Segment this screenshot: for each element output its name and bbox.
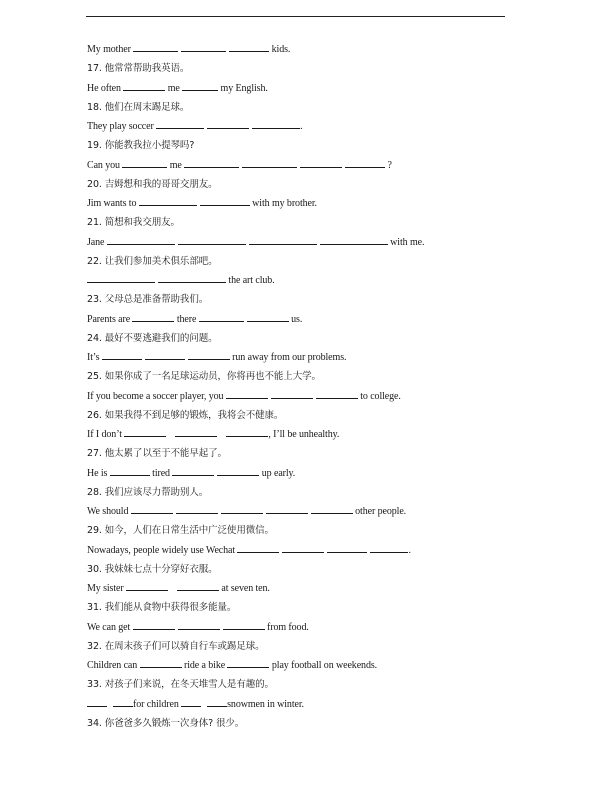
question-prompt: 32. 在周末孩子们可以骑自行车或踢足球。 [87, 640, 265, 652]
sentence-text: to college. [357, 390, 401, 402]
sentence-text: me [165, 82, 183, 94]
question-prompt: 33. 对孩子们来说，在冬天堆雪人是有趣的。 [87, 679, 274, 691]
answer-blank[interactable] [200, 196, 250, 206]
sentence-text: from food. [264, 621, 309, 633]
sentence-text: , I’ll be unhealthy. [268, 429, 340, 440]
answer-blank[interactable] [188, 350, 230, 360]
sentence-text: at seven ten. [219, 583, 270, 594]
answer-line [87, 579, 507, 598]
sentence-text: my English. [218, 82, 268, 94]
sentence-text: He is [87, 467, 110, 479]
answer-line [87, 348, 507, 367]
sentence-text: Jane [87, 236, 107, 248]
question-prompt: 28. 我们应该尽力帮助别人。 [87, 486, 209, 498]
answer-blank[interactable] [271, 389, 313, 399]
sentence-text: If I don’t [87, 429, 125, 440]
answer-line [87, 502, 507, 521]
answer-line [87, 464, 507, 483]
sentence-text: Jim wants to [87, 198, 139, 209]
answer-line [87, 79, 507, 98]
sentence-text: My sister [87, 583, 127, 594]
answer-blank[interactable] [158, 273, 226, 283]
question-prompt: 26. 如果我得不到足够的锻炼，我将会不健康。 [87, 409, 284, 421]
answer-blank[interactable] [107, 235, 175, 245]
answer-blank[interactable] [237, 543, 279, 553]
answer-line [87, 541, 507, 560]
answer-blank[interactable] [124, 427, 166, 437]
answer-line [87, 656, 507, 675]
question-prompt: 19. 你能教我拉小提琴吗? [87, 140, 195, 152]
sentence-text: He often [87, 82, 124, 94]
question-prompt: 17. 他常常帮助我英语。 [87, 63, 190, 75]
sentence-text: . [300, 121, 303, 132]
answer-blank[interactable] [227, 658, 269, 668]
answer-blank[interactable] [266, 504, 308, 514]
answer-blank[interactable] [207, 697, 227, 707]
answer-blank[interactable] [184, 158, 239, 168]
sentence-text: kids. [269, 44, 291, 55]
sentence-text: Can you [87, 159, 123, 171]
sentence-text: ? [385, 159, 392, 171]
question-prompt: 22. 让我们参加美术俱乐部吧。 [87, 255, 218, 267]
sentence-text: Nowadays, people widely use Wechat [87, 544, 238, 556]
answer-blank[interactable] [249, 235, 317, 245]
answer-blank[interactable] [181, 42, 226, 52]
answer-blank[interactable] [131, 504, 173, 514]
answer-blank[interactable] [102, 350, 142, 360]
sentence-text: other people. [352, 506, 407, 517]
answer-blank[interactable] [221, 504, 263, 514]
answer-line [87, 233, 507, 252]
answer-line [87, 271, 507, 290]
answer-blank[interactable] [176, 504, 218, 514]
answer-blank[interactable] [140, 658, 182, 668]
answer-blank[interactable] [327, 543, 367, 553]
question-prompt: 18. 他们在周末踢足球。 [87, 101, 190, 113]
sentence-text: We can get [87, 621, 133, 633]
question-prompt: 30. 我妹妹七点十分穿好衣服。 [87, 563, 218, 575]
answer-blank[interactable] [247, 312, 289, 322]
answer-line [87, 695, 507, 714]
question-prompt: 25. 如果你成了一名足球运动员，你将再也不能上大学。 [87, 371, 321, 383]
answer-blank[interactable] [132, 312, 174, 322]
answer-line [87, 40, 507, 59]
answer-line [87, 425, 507, 444]
answer-blank[interactable] [175, 427, 217, 437]
answer-blank[interactable] [229, 42, 269, 52]
sentence-text: with my brother. [249, 198, 317, 209]
answer-blank[interactable] [87, 273, 155, 283]
answer-blank[interactable] [226, 427, 268, 437]
answer-blank[interactable] [172, 466, 214, 476]
answer-blank[interactable] [139, 196, 197, 206]
sentence-text: ride a bike [181, 660, 228, 671]
sentence-text: with me. [387, 236, 425, 248]
question-prompt: 23. 父母总是准备帮助我们。 [87, 294, 209, 306]
question-prompt: 21. 简想和我交朋友。 [87, 217, 180, 229]
answer-blank[interactable] [182, 81, 218, 91]
worksheet-body [87, 40, 507, 733]
answer-blank[interactable] [181, 697, 201, 707]
answer-blank[interactable] [178, 235, 246, 245]
answer-blank[interactable] [252, 119, 300, 129]
question-prompt: 29. 如今，人们在日常生活中广泛使用微信。 [87, 525, 274, 537]
question-prompt: 31. 我们能从食物中获得很多能量。 [87, 602, 237, 614]
answer-blank[interactable] [156, 119, 204, 129]
sentence-text: Parents are [87, 313, 133, 325]
answer-line [87, 310, 507, 329]
answer-blank[interactable] [226, 389, 268, 399]
sentence-text: tired [149, 467, 173, 479]
answer-blank[interactable] [133, 42, 178, 52]
sentence-text: It’s [87, 352, 102, 363]
sentence-text: run away from our problems. [229, 352, 347, 363]
sentence-text: snowmen in winter. [227, 698, 304, 710]
answer-blank[interactable] [207, 119, 249, 129]
answer-blank[interactable] [178, 620, 220, 630]
answer-blank[interactable] [145, 350, 185, 360]
sentence-text: me [167, 159, 185, 171]
answer-line [87, 156, 507, 175]
answer-blank[interactable] [217, 466, 259, 476]
answer-blank[interactable] [110, 466, 150, 476]
answer-blank[interactable] [300, 158, 342, 168]
answer-line [87, 387, 507, 406]
sentence-text: If you become a soccer player, you [87, 390, 226, 402]
answer-blank[interactable] [177, 581, 219, 591]
answer-blank[interactable] [320, 235, 388, 245]
answer-blank[interactable] [370, 543, 408, 553]
sentence-text: . [408, 544, 411, 556]
answer-blank[interactable] [199, 312, 244, 322]
answer-line [87, 618, 507, 637]
question-prompt: 20. 吉姆想和我的哥哥交朋友。 [87, 178, 218, 190]
sentence-text: us. [288, 313, 303, 325]
question-prompt: 24. 最好不要逃避我们的问题。 [87, 332, 218, 344]
answer-blank[interactable] [126, 581, 168, 591]
answer-blank[interactable] [122, 158, 167, 168]
sentence-text: My mother [87, 44, 134, 55]
answer-blank[interactable] [123, 81, 165, 91]
sentence-text: up early. [259, 467, 296, 479]
answer-blank[interactable] [311, 504, 353, 514]
header-rule [86, 16, 505, 17]
question-prompt: 27. 他太累了以至于不能早起了。 [87, 448, 227, 460]
sentence-text: We should [87, 506, 131, 517]
sentence-text: the art club. [226, 275, 275, 286]
answer-line [87, 117, 507, 136]
sentence-text: play football on weekends. [269, 660, 378, 671]
sentence-text: for children [133, 698, 182, 710]
answer-blank[interactable] [316, 389, 358, 399]
sentence-text: there [174, 313, 199, 325]
answer-blank[interactable] [113, 697, 133, 707]
question-prompt: 34. 你爸爸多久锻炼一次身体? 很少。 [87, 717, 245, 729]
answer-blank[interactable] [345, 158, 385, 168]
sentence-text: Children can [87, 660, 140, 671]
answer-blank[interactable] [133, 620, 175, 630]
answer-blank[interactable] [242, 158, 297, 168]
answer-blank[interactable] [282, 543, 324, 553]
sentence-text: They play soccer [87, 121, 157, 132]
answer-line [87, 194, 507, 213]
answer-blank[interactable] [223, 620, 265, 630]
answer-blank[interactable] [87, 697, 107, 707]
